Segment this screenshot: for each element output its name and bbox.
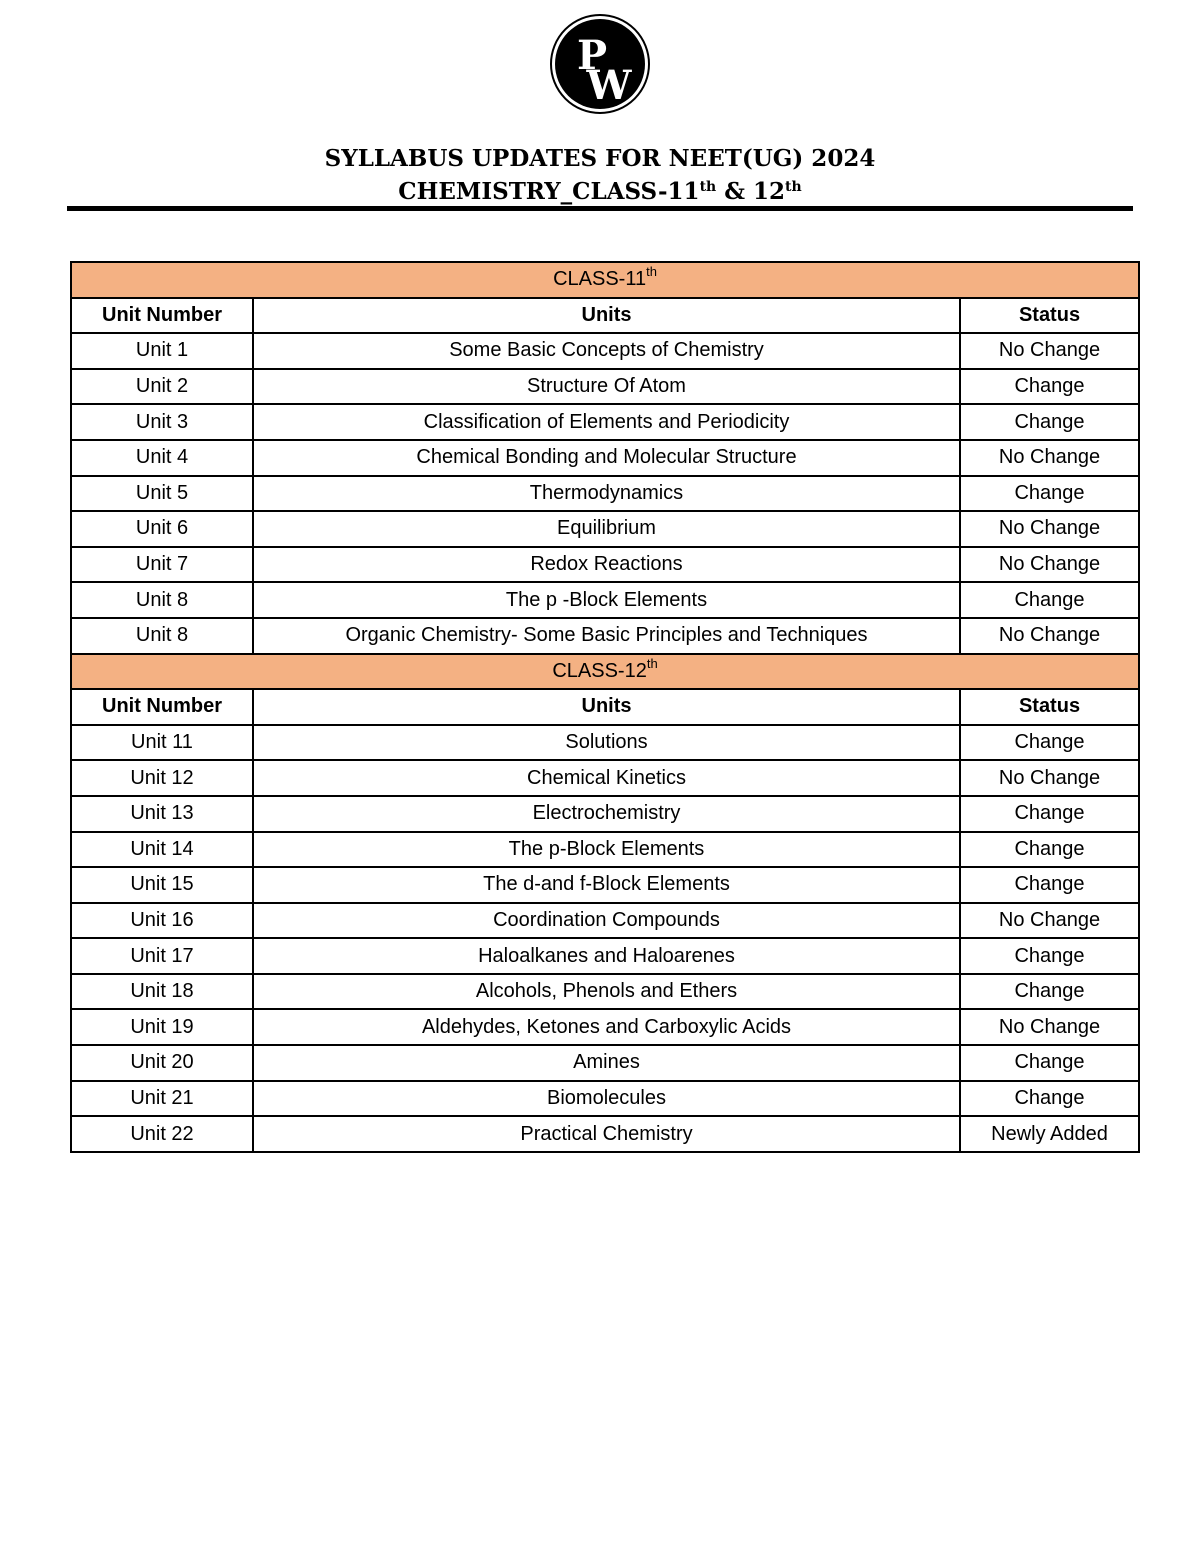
unit-name-cell: Alcohols, Phenols and Ethers [253, 974, 960, 1010]
status-cell: No Change [960, 618, 1139, 654]
unit-name-cell: Haloalkanes and Haloarenes [253, 938, 960, 974]
status-cell: No Change [960, 440, 1139, 476]
status-cell: Change [960, 974, 1139, 1010]
status-cell: Change [960, 1081, 1139, 1117]
status-cell: Change [960, 369, 1139, 405]
class-11-section-header [71, 262, 1139, 298]
unit-number-cell: Unit 21 [71, 1081, 253, 1117]
syllabus-table-body [71, 262, 1139, 1152]
title-divider [67, 206, 1133, 211]
title-sup-2: th [785, 179, 802, 195]
table-row [71, 333, 1139, 369]
unit-number-cell: Unit 2 [71, 369, 253, 405]
unit-number-cell: Unit 5 [71, 476, 253, 512]
status-cell: Change [960, 725, 1139, 761]
status-cell: Change [960, 796, 1139, 832]
unit-name-cell: Chemical Bonding and Molecular Structure [253, 440, 960, 476]
unit-number-cell: Unit 16 [71, 903, 253, 939]
unit-number-cell: Unit 1 [71, 333, 253, 369]
unit-number-cell: Unit 22 [71, 1116, 253, 1152]
status-cell: Change [960, 476, 1139, 512]
unit-number-header: Unit Number [71, 689, 253, 725]
table-row [71, 547, 1139, 583]
pw-logo-icon [548, 12, 652, 116]
table-row [71, 369, 1139, 405]
table-row [71, 440, 1139, 476]
status-cell: No Change [960, 547, 1139, 583]
status-cell: No Change [960, 511, 1139, 547]
table-row [71, 725, 1139, 761]
status-cell: Change [960, 938, 1139, 974]
table-row [71, 760, 1139, 796]
table-row [71, 1045, 1139, 1081]
unit-name-cell: Thermodynamics [253, 476, 960, 512]
title-line-2 [0, 175, 1200, 208]
unit-name-cell: Solutions [253, 725, 960, 761]
units-header: Units [253, 689, 960, 725]
title-line-1: SYLLABUS UPDATES FOR NEET(UG) 2024 [324, 145, 876, 172]
unit-name-cell: Organic Chemistry- Some Basic Principles and Techniques [253, 618, 960, 654]
unit-number-cell: Unit 19 [71, 1009, 253, 1045]
table-row [71, 832, 1139, 868]
unit-number-cell: Unit 11 [71, 725, 253, 761]
column-header-row [71, 689, 1139, 725]
unit-number-cell: Unit 13 [71, 796, 253, 832]
unit-name-cell: The p -Block Elements [253, 582, 960, 618]
class-12-section-header [71, 654, 1139, 690]
table-row [71, 476, 1139, 512]
unit-name-cell: Practical Chemistry [253, 1116, 960, 1152]
table-row [71, 618, 1139, 654]
unit-number-cell: Unit 7 [71, 547, 253, 583]
status-cell: No Change [960, 333, 1139, 369]
class-12-label [71, 654, 1139, 690]
class-11-label-text: CLASS-11 [553, 268, 647, 291]
unit-number-cell: Unit 6 [71, 511, 253, 547]
status-cell: Newly Added [960, 1116, 1139, 1152]
logo-letter-w: W [586, 62, 632, 109]
table-row [71, 974, 1139, 1010]
column-header-row [71, 298, 1139, 334]
unit-number-cell: Unit 17 [71, 938, 253, 974]
logo-letter-p: P [576, 32, 608, 79]
class-11-label [71, 262, 1139, 298]
unit-number-cell: Unit 12 [71, 760, 253, 796]
unit-number-cell: Unit 8 [71, 582, 253, 618]
table-row [71, 1009, 1139, 1045]
title-line-2-prefix: CHEMISTRY_CLASS-11 [398, 178, 700, 205]
status-cell: Change [960, 867, 1139, 903]
table-row [71, 511, 1139, 547]
pw-logo [548, 12, 652, 116]
table-row [71, 938, 1139, 974]
status-cell: No Change [960, 903, 1139, 939]
title-sup-1: th [699, 179, 717, 195]
class-12-label-sup: th [646, 655, 658, 671]
status-header: Status [960, 298, 1139, 334]
unit-number-cell: Unit 15 [71, 867, 253, 903]
table-row [71, 796, 1139, 832]
unit-name-cell: Electrochemistry [253, 796, 960, 832]
unit-name-cell: The p-Block Elements [253, 832, 960, 868]
unit-number-cell: Unit 4 [71, 440, 253, 476]
status-cell: No Change [960, 760, 1139, 796]
unit-name-cell: Biomolecules [253, 1081, 960, 1117]
unit-number-cell: Unit 3 [71, 404, 253, 440]
class-11-label-sup: th [646, 264, 657, 280]
units-header: Units [253, 298, 960, 334]
unit-name-cell: Aldehydes, Ketones and Carboxylic Acids [253, 1009, 960, 1045]
unit-name-cell: The d-and f-Block Elements [253, 867, 960, 903]
table-row [71, 582, 1139, 618]
unit-name-cell: Some Basic Concepts of Chemistry [253, 333, 960, 369]
unit-name-cell: Classification of Elements and Periodicity [253, 404, 960, 440]
table-row [71, 867, 1139, 903]
status-cell: Change [960, 832, 1139, 868]
syllabus-table [70, 261, 1140, 1153]
unit-number-cell: Unit 8 [71, 618, 253, 654]
unit-name-cell: Amines [253, 1045, 960, 1081]
status-cell: Change [960, 582, 1139, 618]
table-row [71, 1081, 1139, 1117]
unit-name-cell: Chemical Kinetics [253, 760, 960, 796]
unit-name-cell: Redox Reactions [253, 547, 960, 583]
unit-number-cell: Unit 14 [71, 832, 253, 868]
unit-number-cell: Unit 18 [71, 974, 253, 1010]
table-row [71, 1116, 1139, 1152]
status-cell: No Change [960, 1009, 1139, 1045]
class-12-label-text: CLASS-12 [552, 659, 647, 682]
unit-number-cell: Unit 20 [71, 1045, 253, 1081]
unit-name-cell: Structure Of Atom [253, 369, 960, 405]
unit-number-header: Unit Number [71, 298, 253, 334]
table-row [71, 404, 1139, 440]
table-row [71, 903, 1139, 939]
unit-name-cell: Equilibrium [253, 511, 960, 547]
status-header: Status [960, 689, 1139, 725]
title-line-2-mid: & 12 [716, 178, 786, 205]
unit-name-cell: Coordination Compounds [253, 903, 960, 939]
document-title [0, 142, 1200, 208]
status-cell: Change [960, 1045, 1139, 1081]
status-cell: Change [960, 404, 1139, 440]
